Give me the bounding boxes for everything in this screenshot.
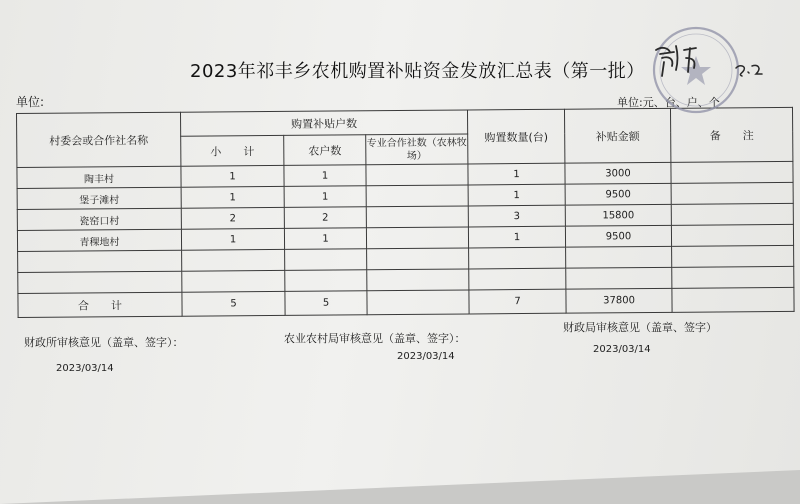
cell-quantity [469,247,566,269]
cell-households: 1 [284,186,366,208]
cell-households: 1 [284,228,366,250]
finance-office-opinion: 财政所审核意见（盖章、签字）： [24,336,184,349]
finance-bureau-opinion: 财政局审核意见（盖章、签字） [563,321,717,334]
header-quantity: 购置数量(台) [468,109,565,164]
unit-label-right: 单位:元、台、户、个 [617,96,720,109]
cell-amount [566,267,672,289]
cell-name: 青稞地村 [17,229,181,251]
finance-office-date: 2023/03/14 [56,363,114,374]
cell-name: 堡子滩村 [17,187,181,209]
total-coop [367,290,469,315]
header-subtotal: 小 计 [181,135,284,166]
cell-name [18,271,182,293]
cell-amount: 9500 [565,225,671,247]
cell-coop [366,164,468,186]
agri-bureau-date: 2023/03/14 [397,351,455,362]
total-remark [672,287,794,312]
cell-households [285,249,367,271]
cell-households: 2 [284,207,366,229]
cell-subtotal: 1 [181,228,284,250]
cell-remark [672,245,794,267]
total-subtotal: 5 [182,291,285,316]
cell-amount [566,246,672,268]
cell-subtotal: 1 [181,165,284,187]
cell-households: 1 [284,165,366,187]
header-name: 村委会或合作社名称 [17,112,181,167]
header-group: 购置补贴户数 [180,110,467,136]
agri-bureau-opinion: 农业农村局审核意见（盖章、签字）： [284,332,466,345]
cell-subtotal [182,270,285,292]
total-amount: 37800 [566,288,672,313]
cell-quantity: 1 [468,184,565,206]
cell-remark [671,161,793,183]
cell-name: 陶丰村 [17,166,181,188]
header-coop: 专业合作社数（农林牧场） [366,134,468,165]
cell-remark [671,224,793,246]
cell-coop [366,185,468,207]
subsidy-summary-table [16,107,795,318]
header-amount: 补贴金额 [565,108,671,163]
cell-quantity: 1 [468,163,565,185]
cell-coop [367,269,469,291]
cell-quantity: 3 [468,205,565,227]
cell-amount: 3000 [565,162,671,184]
cell-remark [671,182,793,204]
cell-amount: 15800 [565,204,671,226]
cell-subtotal [182,249,285,271]
header-households: 农户数 [284,135,366,166]
cell-amount: 9500 [565,183,671,205]
cell-coop [366,206,468,228]
cell-quantity: 1 [468,226,565,248]
document-title: 2023年祁丰乡农机购置补贴资金发放汇总表（第一批） [190,61,645,82]
cell-quantity [469,268,566,290]
total-label: 合 计 [18,292,182,317]
total-households: 5 [285,291,367,316]
cell-subtotal: 1 [181,186,284,208]
cell-name [18,250,182,272]
cell-remark [671,203,793,225]
cell-coop [367,248,469,270]
handwritten-signature [650,40,770,85]
cell-name: 瓷窑口村 [17,208,181,230]
finance-bureau-date: 2023/03/14 [593,344,651,355]
cell-subtotal: 2 [181,207,284,229]
cell-households [285,270,367,292]
cell-coop [366,227,468,249]
unit-label-left: 单位: [16,95,45,109]
header-remark: 备 注 [670,107,792,162]
total-quantity: 7 [469,289,566,314]
cell-remark [672,266,794,288]
